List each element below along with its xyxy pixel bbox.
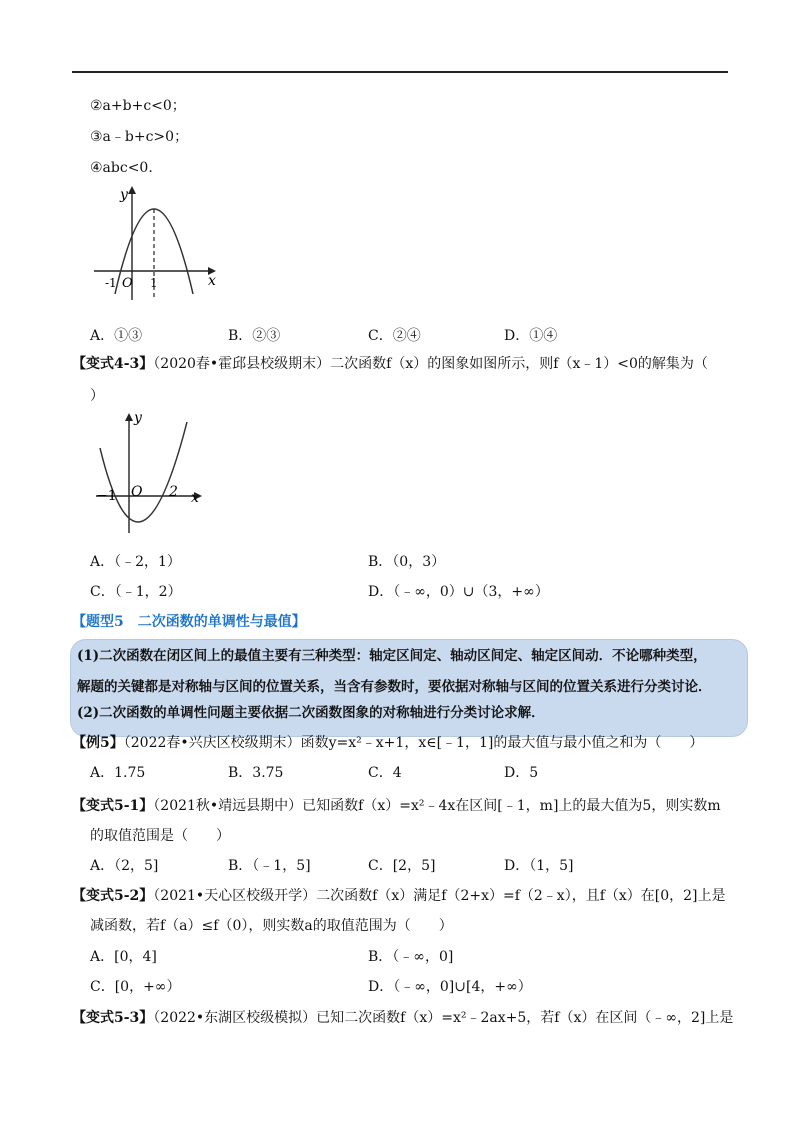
q43-option-a[interactable]: A．（﹣2，1） <box>90 554 181 570</box>
parabola-graph-1 <box>90 182 225 302</box>
question-tag: 【变式4-3】 <box>72 356 154 372</box>
callout-line-3: (2)二次函数的单调性问题主要依据二次函数图象的对称轴进行分类讨论求解． <box>77 705 545 721</box>
header-rule <box>72 71 728 73</box>
graph2-two-label: 2 <box>169 484 178 500</box>
ex5-option-b[interactable]: B．3.75 <box>228 765 284 781</box>
condition-2: ②a+b+c<0； <box>90 98 186 114</box>
question-5-2-cont: 减函数，若f（a）≤f（0），则实数a的取值范围为（ ） <box>90 918 453 934</box>
q52-option-b[interactable]: B．（﹣∞，0] <box>368 949 454 965</box>
q52-option-d[interactable]: D．（﹣∞，0]∪[4，+∞） <box>368 979 532 995</box>
q52-option-c[interactable]: C．[0，+∞） <box>90 979 181 995</box>
graph2-x-label: x <box>191 490 199 506</box>
question-tag: 【变式5-3】 <box>72 1010 154 1026</box>
q43-option-b[interactable]: B．（0，3） <box>368 554 446 570</box>
graph2-origin-label: O <box>131 484 143 500</box>
q1-option-b[interactable]: B．②③ <box>228 328 281 344</box>
example-5 <box>72 733 703 753</box>
graph1-y-label: y <box>120 187 128 203</box>
question-text: （2022春•兴庆区校级期末）函数y=x²﹣x+1，x∈[﹣1，1]的最大值与最小值之和为（ ） <box>123 735 704 751</box>
question-tag: 【变式5-2】 <box>72 888 154 904</box>
graph1-x-label: x <box>208 273 216 289</box>
question-5-3 <box>72 1008 733 1028</box>
graph1-origin-label: O <box>122 276 133 291</box>
question-text: （2021秋•靖远县期中）已知函数f（x）=x²﹣4x在区间[﹣1，m]上的最大值为5，则实数m <box>153 798 721 814</box>
q43-option-c[interactable]: C．（﹣1，2） <box>90 584 182 600</box>
q51-option-c[interactable]: C．[2，5] <box>368 858 436 874</box>
ex5-option-a[interactable]: A．1.75 <box>90 765 146 781</box>
section-title: 【题型5 二次函数的单调性与最值】 <box>72 614 306 630</box>
q51-option-b[interactable]: B．（﹣1，5] <box>228 858 311 874</box>
q1-option-a[interactable]: A．①③ <box>90 328 143 344</box>
graph2-neg1-label: −1 <box>96 488 117 504</box>
q51-option-a[interactable]: A．（2，5] <box>90 858 159 874</box>
graph1-neg1-label: -1 <box>105 276 117 290</box>
ex5-option-d[interactable]: D．5 <box>504 765 539 781</box>
condition-3: ③a﹣b+c>0； <box>90 129 189 145</box>
parabola-graph-2 <box>92 408 212 538</box>
question-5-2 <box>72 886 726 906</box>
q51-option-d[interactable]: D．（1，5] <box>504 858 574 874</box>
q1-option-c[interactable]: C．②④ <box>368 328 421 344</box>
method-callout <box>70 639 748 737</box>
graph1-one-label: 1 <box>150 276 158 290</box>
q1-option-d[interactable]: D．①④ <box>504 328 558 344</box>
question-text: （2022•东湖区校级模拟）已知二次函数f（x）=x²﹣2ax+5，若f（x）在区间（﹣∞，2]上是 <box>153 1010 734 1026</box>
ex5-option-c[interactable]: C．4 <box>368 765 402 781</box>
question-text: （2020春•霍邱县校级期末）二次函数f（x）的图象如图所示，则f（x﹣1）<0的解集为（ <box>153 356 708 372</box>
q43-option-d[interactable]: D．（﹣∞，0）∪（3，+∞） <box>368 584 549 600</box>
graph2-y-label: y <box>134 410 142 426</box>
callout-line-1: (1)二次函数在闭区间上的最值主要有三种类型：轴定区间定、轴动区间定、轴定区间动．不论哪种类型， <box>77 648 707 664</box>
condition-4: ④abc<0. <box>90 160 153 176</box>
callout-line-2: 解题的关键都是对称轴与区间的位置关系，当含有参数时，要依据对称轴与区间的位置关系进行分类讨论． <box>77 679 712 695</box>
question-tag: 【例5】 <box>72 735 124 751</box>
q52-option-a[interactable]: A．[0，4] <box>90 949 157 965</box>
question-5-1-cont: 的取值范围是（ ） <box>90 828 230 844</box>
question-tag: 【变式5-1】 <box>72 798 154 814</box>
question-4-3-cont: ） <box>90 388 104 404</box>
question-5-1 <box>72 796 721 816</box>
question-4-3 <box>72 354 708 374</box>
question-text: （2021•天心区校级开学）二次函数f（x）满足f（2+x）=f（2﹣x），且f（x）在[0，2]上是 <box>153 888 726 904</box>
